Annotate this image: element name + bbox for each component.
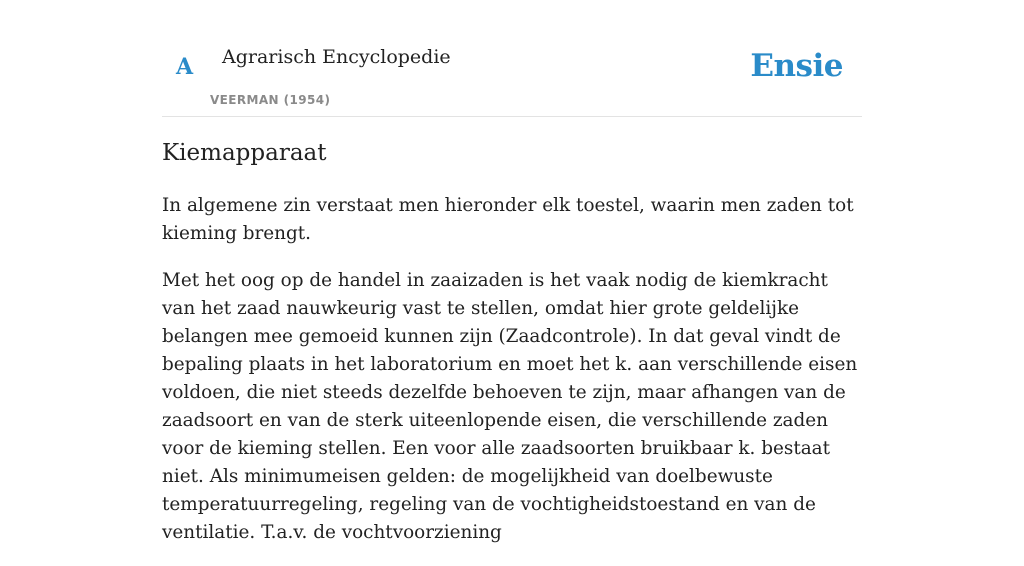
header xyxy=(162,0,862,117)
article-paragraph: Met het oog op de handel in zaaizaden is het vaak nodig de kiemkracht van het zaad nauwkeurig vast te stellen, omdat hier grote geldelijke belangen mee gemoeid kunnen zijn (Zaadcontrole). In dat geval vindt de bepaling plaats in het laboratorium en moet het k. aan verschillende eisen voldoen, die niet steeds dezelfde behoeven te zijn, maar afhangen van de zaadsoort en van de sterk uiteenlopende eisen, die verschillende zaden voor de kieming stellen. Een voor alle zaadsoorten bruikbaar k. bestaat niet. Als minimumeisen gelden: de mogelijkheid van doelbewuste temperatuurregeling, regeling van de vochtigheidstoestand en van de ventilatie. T.a.v. de vochtvoorziening xyxy=(162,270,858,543)
article-body xyxy=(162,192,862,566)
letter-badge[interactable]: A xyxy=(176,54,194,80)
article-title: Kiemapparaat xyxy=(162,140,327,166)
article-paragraph: In algemene zin verstaat men hieronder elk toestel, waarin men zaden tot kieming brengt. xyxy=(162,195,854,244)
page xyxy=(162,0,862,543)
publication-title[interactable]: Agrarisch Encyclopedie xyxy=(222,46,451,68)
publication-subtitle: VEERMAN (1954) xyxy=(210,93,331,107)
brand-logo[interactable]: Ensie xyxy=(750,48,843,84)
